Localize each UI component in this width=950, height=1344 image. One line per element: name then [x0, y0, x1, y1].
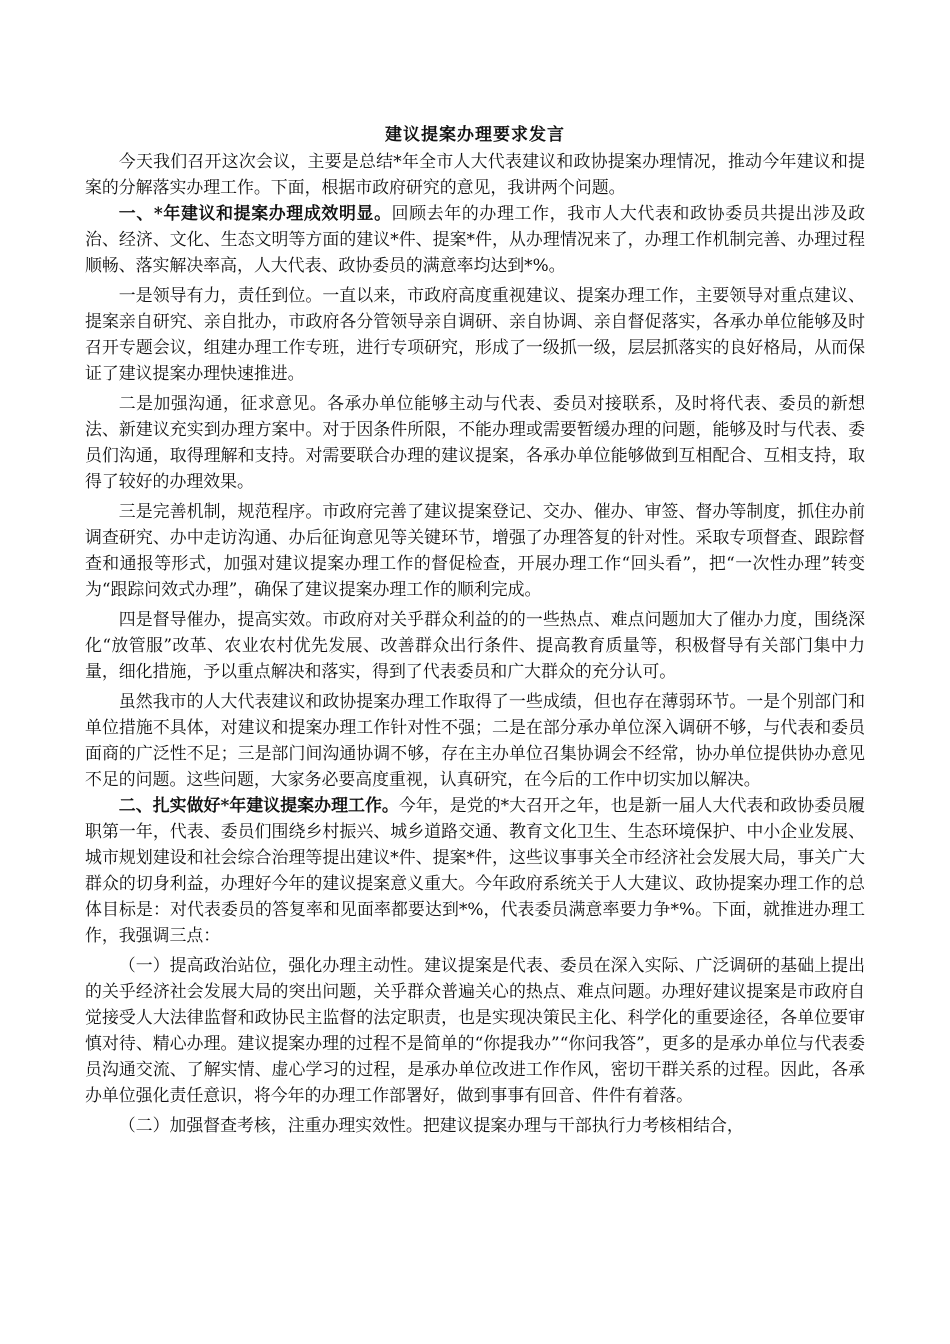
paragraph-text: （二）加强督查考核，注重办理实效性。把建议提案办理与干部执行力考核相结合，: [118, 1115, 744, 1135]
paragraph-point-three: [85, 498, 865, 602]
paragraph-point-two: [85, 390, 865, 494]
paragraph-text: 虽然我市的人大代表建议和政协提案办理工作取得了一些成绩，但也存在薄弱环节。一是个别部门和单位措施不具体，对建议和提案办理工作针对性不强；二是在部分承办单位深入调研不够，与代表和委员面商的广泛性不足；三是部门间沟通协调不够，存在主办单位召集协调会不经常，协办单位提供协办意见不足的问题。这些问题，大家务必要高度重视，认真研究，在今后的工作中切实加以解决。: [85, 691, 865, 789]
paragraph-text: 二是加强沟通，征求意见。各承办单位能够主动与代表、委员对接联系，及时将代表、委员的新想法、新建议充实到办理方案中。对于因条件所限，不能办理或需要暂缓办理的问题，能够及时与代表、委员们沟通，取得理解和支持。对需要联合办理的建议提案，各承办单位能够做到互相配合、互相支持，取得了较好的办理效果。: [85, 393, 865, 491]
document-page: [85, 122, 865, 1138]
section-heading-one: 一、*年建议和提案办理成效明显。: [118, 203, 392, 223]
paragraph-section-one: [85, 200, 865, 278]
paragraph-text: 今天我们召开这次会议，主要是总结*年全市人大代表建议和政协提案办理情况，推动今年建议和提案的分解落实办理工作。下面，根据市政府研究的意见，我讲两个问题。: [85, 151, 865, 197]
paragraph-text: 回顾去年的办理工作，我市人大代表和政协委员共提出涉及政治、经济、文化、生态文明等方面的建议*件、提案*件，从办理情况来了，办理工作机制完善、办理过程顺畅、落实解决率高，人大代表、政协委员的满意率均达到*%。: [85, 203, 865, 275]
paragraph-point-one: [85, 282, 865, 386]
paragraph-subpoint-two: [85, 1112, 865, 1138]
paragraph-text: （一）提高政治站位，强化办理主动性。建议提案是代表、委员在深入实际、广泛调研的基础上提出的关乎经济社会发展大局的突出问题，关乎群众普遍关心的热点、难点问题。办理好建议提案是市政府自觉接受人大法律监督和政协民主监督的法定职责，也是实现决策民主化、科学化的重要途径，各单位要审慎对待、精心办理。建议提案办理的过程不是简单的“你提我办”“你问我答”，更多的是承办单位与代表委员沟通交流、了解实情、虚心学习的过程，是承办单位改进工作作风，密切干群关系的过程。因此，各承办单位强化责任意识，将今年的办理工作部署好，做到事事有回音、件件有着落。: [85, 955, 865, 1105]
section-heading-two: 二、扎实做好*年建议提案办理工作。: [118, 795, 399, 815]
paragraph-text: 一是领导有力，责任到位。一直以来，市政府高度重视建议、提案办理工作，主要领导对重点建议、提案亲自研究、亲自批办，市政府各分管领导亲自调研、亲自协调、亲自督促落实，各承办单位能够及时召开专题会议，组建办理工作专班，进行专项研究，形成了一级抓一级，层层抓落实的良好格局，从而保证了建议提案办理快速推进。: [85, 285, 865, 383]
paragraph-text: 四是督导催办，提高实效。市政府对关乎群众利益的的一些热点、难点问题加大了催办力度，围绕深化“放管服”改革、农业农村优先发展、改善群众出行条件、提高教育质量等，积极督导有关部门集中力量，细化措施，予以重点解决和落实，得到了代表委员和广大群众的充分认可。: [85, 609, 865, 681]
paragraph-text: 三是完善机制，规范程序。市政府完善了建议提案登记、交办、催办、审签、督办等制度，抓住办前调查研究、办中走访沟通、办后征询意见等关键环节，增强了办理答复的针对性。采取专项督查、跟踪督查和通报等形式，加强对建议提案办理工作的督促检查，开展办理工作“回头看”，把“一次性办理”转变为“跟踪问效式办理”，确保了建议提案办理工作的顺利完成。: [85, 501, 865, 599]
paragraph-opening: [85, 148, 865, 200]
paragraph-section-two: [85, 792, 865, 948]
paragraph-weaknesses: [85, 688, 865, 792]
paragraph-subpoint-one: [85, 952, 865, 1108]
paragraph-point-four: [85, 606, 865, 684]
paragraph-text: 今年，是党的*大召开之年，也是新一届人大代表和政协委员履职第一年，代表、委员们围绕乡村振兴、城乡道路交通、教育文化卫生、生态环境保护、中小企业发展、城市规划建设和社会综合治理等提出建议*件、提案*件，这些议事事关全市经济社会发展大局，事关广大群众的切身利益，办理好今年的建议提案意义重大。今年政府系统关于人大建议、政协提案办理工作的总体目标是：对代表委员的答复率和见面率都要达到*%，代表委员满意率要力争*%。下面，就推进办理工作，我强调三点：: [85, 795, 865, 945]
document-title: 建议提案办理要求发言: [385, 125, 565, 145]
